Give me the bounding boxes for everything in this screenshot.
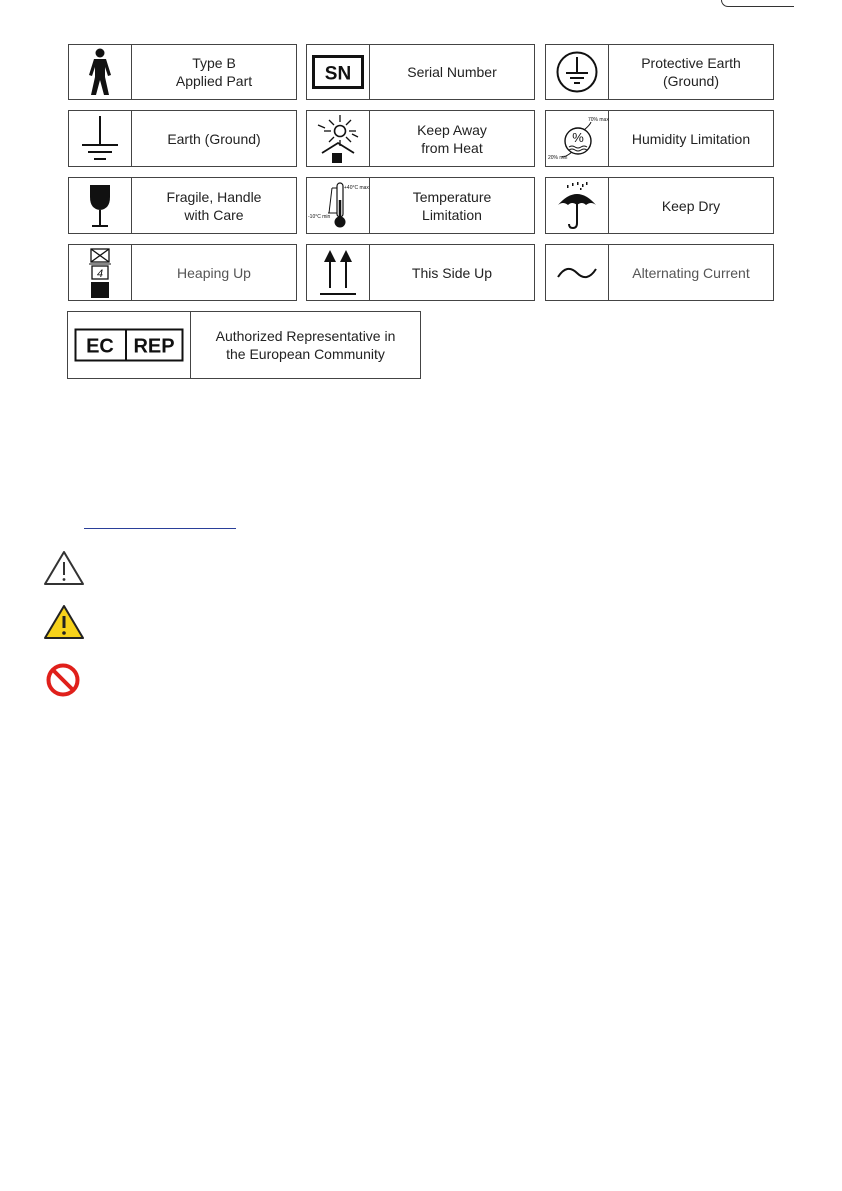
sn-text: SN (324, 63, 352, 85)
symbol-ec-rep (67, 311, 421, 379)
rep-text: REP (133, 335, 175, 358)
humidity-min-text: 20% min (548, 154, 568, 161)
symbol-keep-dry (545, 177, 774, 234)
symbol-label: Keep Dry (661, 197, 721, 214)
symbol-label: Type B Applied Part (175, 55, 253, 89)
symbol-label: Heaping Up (177, 264, 251, 281)
symbol-label: Keep Away from Heat (417, 121, 487, 156)
stack-icon (69, 245, 132, 300)
ec-text: EC (86, 335, 114, 358)
symbol-protective-earth (545, 44, 774, 100)
sine-wave-icon (546, 245, 609, 300)
hyperlink-underline[interactable] (84, 512, 236, 529)
thermometer-icon (307, 178, 370, 233)
sn-icon (307, 45, 370, 99)
person-icon (69, 45, 132, 99)
symbol-label: Temperature Limitation (412, 188, 492, 223)
symbol-label: Earth (Ground) (167, 130, 261, 147)
symbol-earth (68, 110, 297, 167)
humidity-icon (546, 111, 609, 166)
symbol-label: Authorized Representative in the European Community (215, 328, 396, 362)
symbol-label: Fragile, Handle with Care (166, 188, 262, 223)
symbol-heaping-up (68, 244, 297, 301)
protective-earth-icon (546, 45, 609, 99)
symbol-fragile (68, 177, 297, 234)
page-top-border (0, 0, 842, 6)
prohibition-icon (45, 662, 81, 703)
symbol-this-side-up (306, 244, 535, 301)
humidity-max-text: 70% max (588, 116, 609, 123)
symbol-keep-away-heat (306, 110, 535, 167)
humidity-percent-sign: % (572, 129, 584, 145)
symbol-label: Alternating Current (632, 264, 750, 281)
symbol-humidity (545, 110, 774, 167)
symbol-label: Humidity Limitation (631, 130, 751, 147)
warning-yellow-icon (42, 603, 86, 646)
ec-rep-icon (68, 312, 191, 378)
stack-count-text: 4 (96, 267, 104, 280)
sun-icon (307, 111, 370, 166)
glass-icon (69, 178, 132, 233)
umbrella-icon (546, 178, 609, 233)
symbol-label: Serial Number (407, 64, 497, 80)
symbol-type-b (68, 44, 297, 100)
symbol-alternating-current (545, 244, 774, 301)
temperature-max-text: +40°C max (344, 184, 369, 191)
symbol-label: This Side Up (411, 264, 493, 281)
symbol-label: Protective Earth (Ground) (641, 55, 741, 89)
symbol-serial-number (306, 44, 535, 100)
temperature-min-text: -10°C min (308, 213, 331, 220)
caution-outline-icon (42, 549, 86, 592)
symbol-temperature (306, 177, 535, 234)
earth-icon (69, 111, 132, 166)
arrows-up-icon (307, 245, 370, 300)
